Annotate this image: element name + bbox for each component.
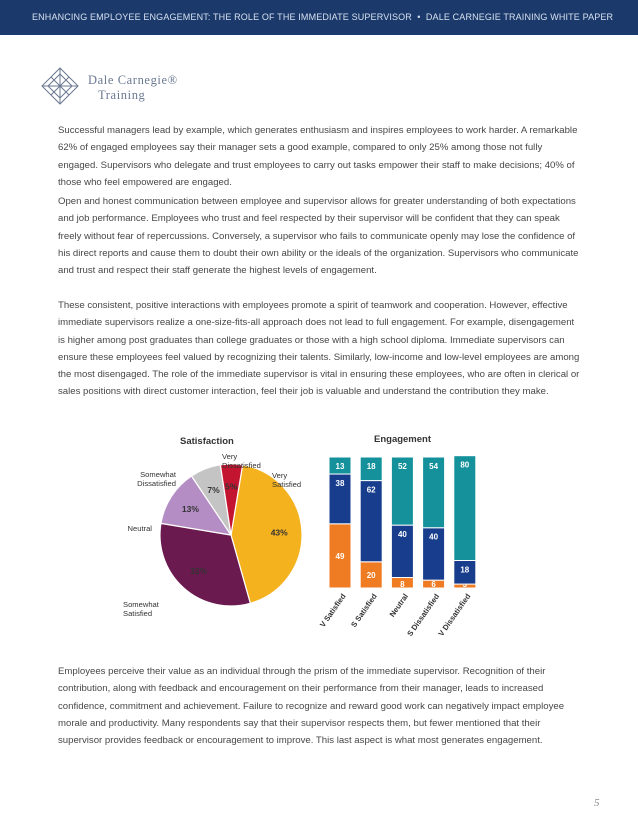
- bar-value-neutral-s2: 52: [397, 462, 407, 471]
- pie-category-very-dissatisfied: Very Dissatisfied: [222, 452, 261, 470]
- pie-value-somewhat-satisfied: 32%: [190, 566, 208, 576]
- pie-value-neutral: 13%: [181, 503, 199, 514]
- charts-figure: [118, 430, 500, 640]
- bar-category-label-s-satisfied: S Satisfied: [349, 591, 379, 629]
- bar-category-label-v-dissatisfied: V Dissatisfied: [436, 591, 473, 638]
- bar-value-neutral-s0: 8: [400, 580, 405, 589]
- bar-category-label-v-satisfied: V Satisfied: [317, 591, 348, 629]
- header-subtitle: DALE CARNEGIE TRAINING WHITE PAPER: [425, 12, 614, 22]
- bar-value-s-dissatisfied-s1: 40: [429, 532, 439, 542]
- pie-category-somewhat-dissatisfied: Somewhat Dissatisfied: [137, 470, 176, 488]
- bar-category-label-s-dissatisfied: S Dissatisfied: [405, 591, 442, 638]
- bar-value-v-satisfied-s0: 49: [335, 551, 345, 561]
- dale-carnegie-logo: [40, 66, 240, 106]
- pie-category-very-satisfied: Very Satisfied: [272, 471, 302, 489]
- bar-value-s-dissatisfied-s2: 54: [429, 462, 439, 471]
- bar-segment-v-dissatisfied-s2: [454, 456, 476, 561]
- page-number: 5: [594, 797, 600, 809]
- header-title: ENHANCING EMPLOYEE ENGAGEMENT: THE ROLE OF THE IMMEDIATE SUPERVISOR: [32, 12, 412, 22]
- header-text: [32, 12, 613, 22]
- body-paragraph-4: Employees perceive their value as an individual through the prism of the immediate supervisor. Recognition of their contribution, along with feedback and encouragement on their performance from their manager, leads to increased confidence, commitment and achievement. Failure to recognize and reward good work can negatively impact employee morale and productivity. Many respondents say that their supervisor respects them, but fewer mentioned that their supervisor provides feedback or encouragement to improve. This last aspect is what most generates engagement.: [58, 666, 565, 747]
- bar-chart-title: Engagement: [374, 434, 432, 445]
- logo-mark-icon: [40, 66, 80, 106]
- logo-line-2: Training: [98, 88, 146, 102]
- bar-value-s-satisfied-s2: 18: [366, 462, 376, 471]
- pie-category-somewhat-satisfied: Somewhat Satisfied: [123, 600, 159, 618]
- bar-value-s-satisfied-s1: 62: [366, 485, 376, 495]
- pie-value-somewhat-dissatisfied: 7%: [207, 485, 220, 495]
- logo-line-1: Dale Carnegie®: [88, 73, 178, 87]
- bar-value-v-dissatisfied-s1: 18: [460, 565, 470, 575]
- body-paragraph-2: Open and honest communication between employee and supervisor allows for greater understanding of both expectations and job performance. Employees who trust and feel respected by their supervisor will be confident that they can speak freely without fear of repercussions. Conversely, a supervisor who fails to communicate openly may lose the confidence of his direct reports and cause them to doubt their own ability or the ideals of the organization. Supervisors who communicate and trust and respect their staff generate the highest levels of engagement.: [58, 196, 579, 277]
- pie-value-very-dissatisfied: 5%: [225, 481, 238, 492]
- bar-value-neutral-s1: 40: [397, 530, 407, 540]
- header-bar: [0, 0, 638, 35]
- bar-value-s-dissatisfied-s0: 6: [431, 580, 436, 589]
- pie-category-neutral: Neutral: [127, 524, 152, 533]
- body-paragraph-3: These consistent, positive interactions with employees promote a spirit of teamwork and cooperation. However, effective immediate supervisors realize a one-size-fits-all approach does not lead to full engagement. For example, disengagement is higher among post graduates than college graduates or those with a high school diploma. Immediate supervisors can ensure these employees feel valued by recognizing their talents. Similarly, low-income and low-level employees are among the most disengaged. The role of the immediate supervisor is vital in ensuring these employees, who are often in clerical or sales positions with direct customer interaction, feel their job is valuable and understand the contribution they make.: [58, 300, 580, 398]
- header-separator: •: [417, 12, 421, 22]
- bar-value-s-satisfied-s0: 20: [366, 570, 376, 580]
- pie-value-very-satisfied: 43%: [270, 527, 288, 538]
- logo-wordmark: [88, 73, 178, 103]
- bar-value-v-satisfied-s1: 38: [335, 479, 345, 488]
- bar-value-v-dissatisfied-s2: 80: [460, 460, 470, 470]
- pie-chart-title: Satisfaction: [180, 436, 234, 447]
- body-paragraph-1: Successful managers lead by example, which generates enthusiasm and inspires employees to work harder. A remarkable 62% of engaged employees say their manager sets a good example, compared to only 25% among those not fully engaged. Supervisors who delegate and trust employees to carry out tasks empower their staff to make decisions; 40% of those who feel empowered are engaged.: [58, 125, 578, 188]
- bar-category-label-neutral: Neutral: [387, 591, 411, 619]
- bar-value-v-satisfied-s2: 13: [335, 462, 345, 471]
